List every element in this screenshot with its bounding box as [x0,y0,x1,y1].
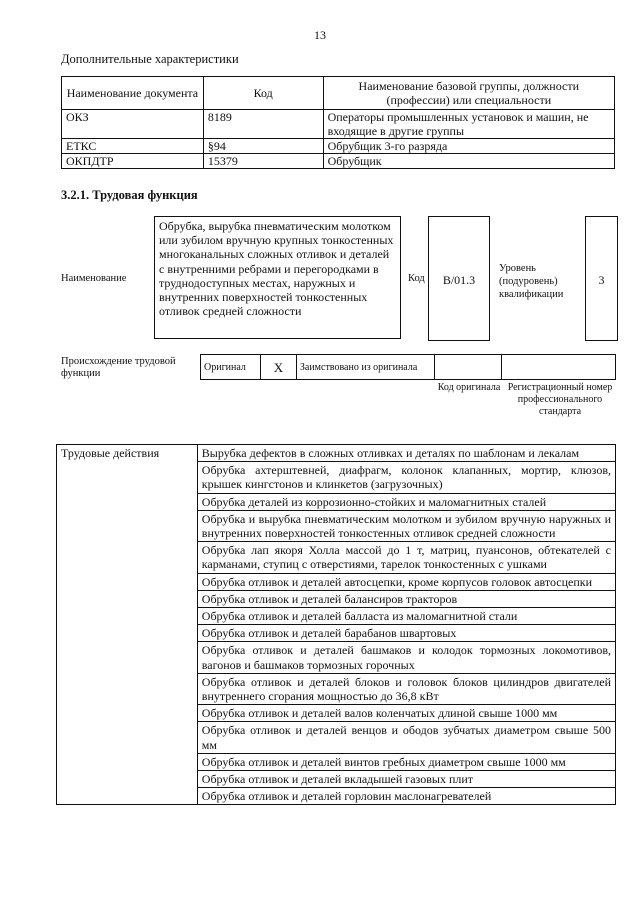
reg-number-label: Регистрационный номер профессионального стандарта [507,382,613,417]
code-value: B/01.3 [442,273,476,287]
list-item: Обрубка отливок и деталей венцов и ободов зубчатых диаметром свыше 500 мм [197,722,615,753]
code-box [428,216,490,341]
group-cell: Обрубщик [323,154,614,169]
actions-label: Трудовые действия [57,445,198,805]
code-cell: 15379 [203,154,323,169]
original-label: Оригинал [201,355,261,380]
list-item: Обрубка отливок и деталей балласта из маломагнитной стали [197,608,615,625]
original-mark: X [260,355,296,380]
code-original-label: Код оригинала [437,382,501,393]
page-number: 13 [314,28,326,42]
doc-cell: ОКЗ [62,110,204,139]
additional-table [61,76,615,169]
table-row [62,139,615,154]
list-item: Обрубка отливок и деталей балансиров тракторов [197,590,615,607]
code-original-cell [434,355,502,380]
header-code: Код [203,77,323,110]
code-cell: 8189 [203,110,323,139]
header-group-name: Наименование базовой группы, должности (профессии) или специальности [323,77,614,110]
level-label: Уровень (подуровень) квалификации [499,263,564,300]
function-title: 3.2.1. Трудовая функция [61,188,198,202]
list-item: Обрубка лап якоря Холла массой до 1 т, матриц, пуансонов, обтекателей с карманами, ступиц с отверстиями, тарелок тонкостенных с ушками [197,542,615,573]
level-box [585,216,618,341]
list-item: Обрубка отливок и деталей башмаков и колодок тормозных локомотивов, вагонов и башмаков тормозных горочных [197,642,615,673]
actions-table [56,444,616,805]
additional-header-row [62,77,615,110]
additional-title: Дополнительные характеристики [61,52,239,66]
origin-label: Происхождение трудовой функции [61,356,176,379]
list-item: Обрубка отливок и деталей горловин маслонагревателей [197,788,615,805]
doc-cell: ОКПДТР [62,154,204,169]
function-name-box: Обрубка, вырубка пневматическим молотком или зубилом вручную крупных тонкостенных многоканальных сложных отливок и деталей с внутренними ребрами и перегородками в труднодоступных местах, наружных и внутренних поверхностей тонкостенных отливок средней сложности [154,216,401,339]
list-item: Обрубка отливок и деталей автосцепки, кроме корпусов головок автосцепки [197,573,615,590]
list-item: Обрубка отливок и деталей валов коленчатых длиной свыше 1000 мм [197,705,615,722]
list-item: Обрубка деталей из коррозионно-стойких и маломагнитных сталей [197,493,615,510]
table-row [57,445,616,462]
level-value: 3 [598,273,605,287]
list-item: Обрубка отливок и деталей барабанов швартовых [197,625,615,642]
doc-cell: ЕТКС [62,139,204,154]
list-item: Обрубка отливок и деталей вкладышей газовых плит [197,771,615,788]
list-item: Обрубка отливок и деталей винтов гребных диаметром свыше 1000 мм [197,753,615,770]
name-label: Наименование [61,273,127,284]
borrowed-label: Заимствовано из оригинала [296,355,434,380]
table-row [62,110,615,139]
table-row [62,154,615,169]
list-item: Вырубка дефектов в сложных отливках и деталях по шаблонам и лекалам [197,445,615,462]
list-item: Обрубка отливок и деталей блоков и головок блоков цилиндров двигателей внутреннего сгорания мощностью до 36,8 кВт [197,673,615,704]
group-cell: Операторы промышленных установок и машин, не входящие в другие группы [323,110,614,139]
origin-table [200,354,616,380]
code-cell: §94 [203,139,323,154]
list-item: Обрубка ахтерштевней, диафрагм, колонок клапанных, мортир, клюзов, крышек кингстонов и клинкетов (загрузочных) [197,462,615,493]
group-cell: Обрубщик 3-го разряда [323,139,614,154]
list-item: Обрубка и вырубка пневматическим молотком и зубилом вручную наружных и внутренних поверхностей тонкостенных отливок средней сложности [197,510,615,541]
header-document-name: Наименование документа [62,77,204,110]
reg-number-cell [502,355,616,380]
code-label: Код [408,273,425,284]
